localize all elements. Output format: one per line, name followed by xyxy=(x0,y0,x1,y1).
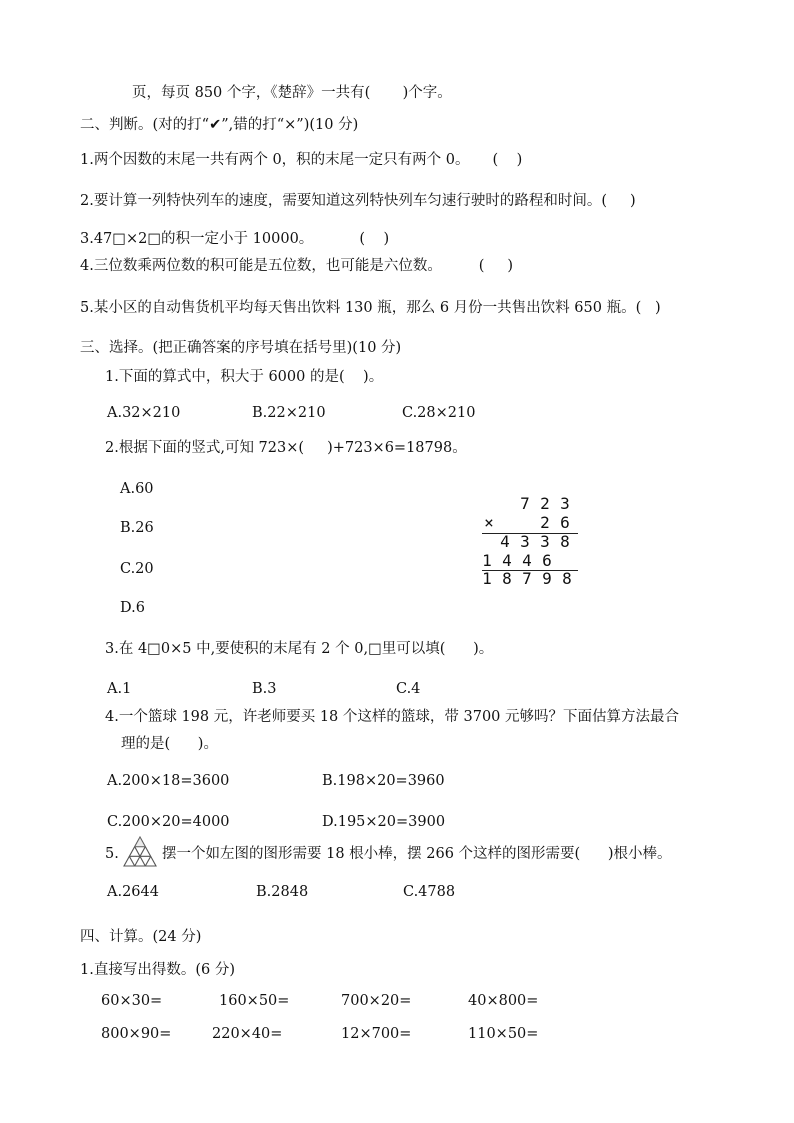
choice-q3-option-c: C.4 xyxy=(396,681,421,697)
row3-digit: 3 xyxy=(520,532,530,551)
choice-q1-stem: 1.下面的算式中，积大于 6000 的是( )。 xyxy=(105,369,384,385)
choice-q2-option-d: D.6 xyxy=(120,600,145,616)
row2-digit: 6 xyxy=(560,513,570,532)
row3-digit: 8 xyxy=(560,532,570,551)
row1-digit: 7 xyxy=(520,494,530,513)
row4-digit: 4 xyxy=(502,551,512,570)
choice-q3-option-a: A.1 xyxy=(107,681,132,697)
choice-q1-option-a: A.32×210 xyxy=(107,405,181,421)
row4-digit: 4 xyxy=(522,551,532,570)
choice-q1-option-b: B.22×210 xyxy=(252,405,326,421)
choice-q2-option-a: A.60 xyxy=(120,481,154,497)
row4-digit: 6 xyxy=(542,551,552,570)
row1-digit: 2 xyxy=(540,494,550,513)
calc-item: 800×90= xyxy=(101,1026,172,1042)
choice-q5-number: 5. xyxy=(105,846,119,862)
choice-q1-option-c: C.28×210 xyxy=(402,405,476,421)
choice-q2-option-c: C.20 xyxy=(120,561,154,577)
row2-digit: 2 xyxy=(540,513,550,532)
choice-q4-option-b: B.198×20=3960 xyxy=(322,773,445,789)
tf-item-2: 2.要计算一列特快列车的速度，需要知道这列特快列车匀速行驶时的路程和时间。( ) xyxy=(80,193,636,209)
calc-item: 110×50= xyxy=(468,1026,539,1042)
section-4-sub1: 1.直接写出得数。(6 分) xyxy=(80,962,235,978)
calc-item: 40×800= xyxy=(468,993,539,1009)
choice-q5-option-a: A.2644 xyxy=(107,884,159,900)
choice-q2-stem: 2.根据下面的竖式,可知 723×( )+723×6=18798。 xyxy=(105,440,467,456)
calc-item: 60×30= xyxy=(101,993,163,1009)
triangle-grid-icon xyxy=(122,835,158,868)
tf-item-1: 1.两个因数的末尾一共有两个 0，积的末尾一定只有两个 0。 ( ) xyxy=(80,152,523,168)
section-3-heading: 三、选择。(把正确答案的序号填在括号里)(10 分) xyxy=(80,340,402,356)
choice-q4-option-d: D.195×20=3900 xyxy=(322,814,446,830)
calc-item: 160×50= xyxy=(219,993,290,1009)
choice-q4-option-c: C.200×20=4000 xyxy=(107,814,230,830)
tf-item-4: 4.三位数乘两位数的积可能是五位数，也可能是六位数。 ( ) xyxy=(80,258,514,274)
choice-q4-option-a: A.200×18=3600 xyxy=(107,773,230,789)
row5-digit: 1 xyxy=(482,569,492,588)
choice-q5-option-c: C.4788 xyxy=(403,884,456,900)
row5-digit: 7 xyxy=(522,569,532,588)
section-4-heading: 四、计算。(24 分) xyxy=(80,929,202,945)
choice-q2-option-b: B.26 xyxy=(120,520,154,536)
row5-digit: 8 xyxy=(502,569,512,588)
choice-q4-stem-line1: 4.一个篮球 198 元，许老师要买 18 个这样的篮球，带 3700 元够吗？下面估算方法最合 xyxy=(105,709,680,725)
choice-q4-stem-line2: 理的是( )。 xyxy=(121,736,218,752)
choice-q5-stem: 摆一个如左图的图形需要 18 根小棒，摆 266 个这样的图形需要( )根小棒。 xyxy=(162,846,672,862)
section-2-heading: 二、判断。(对的打“✔”,错的打“×”)(10 分) xyxy=(80,117,359,133)
calc-item: 220×40= xyxy=(212,1026,283,1042)
row5-digit: 8 xyxy=(562,569,572,588)
row4-digit: 1 xyxy=(482,551,492,570)
row3-digit: 3 xyxy=(540,532,550,551)
choice-q3-stem: 3.在 4□0×5 中,要使积的末尾有 2 个 0,□里可以填( )。 xyxy=(105,641,494,657)
row3-digit: 4 xyxy=(500,532,510,551)
top-continuation-line: 页，每页 850 个字，《楚辞》一共有( )个字。 xyxy=(132,85,452,101)
row5-digit: 9 xyxy=(542,569,552,588)
tf-item-5: 5.某小区的自动售货机平均每天售出饮料 130 瓶，那么 6 月份一共售出饮料 650 瓶。( ) xyxy=(80,300,661,316)
vertical-multiplication xyxy=(478,494,588,594)
calc-item: 700×20= xyxy=(341,993,412,1009)
choice-q5-option-b: B.2848 xyxy=(256,884,309,900)
times-sign: × xyxy=(484,513,494,532)
row1-digit: 3 xyxy=(560,494,570,513)
choice-q3-option-b: B.3 xyxy=(252,681,277,697)
calc-item: 12×700= xyxy=(341,1026,412,1042)
tf-item-3: 3.47□×2□的积一定小于 10000。 ( ) xyxy=(80,231,390,247)
